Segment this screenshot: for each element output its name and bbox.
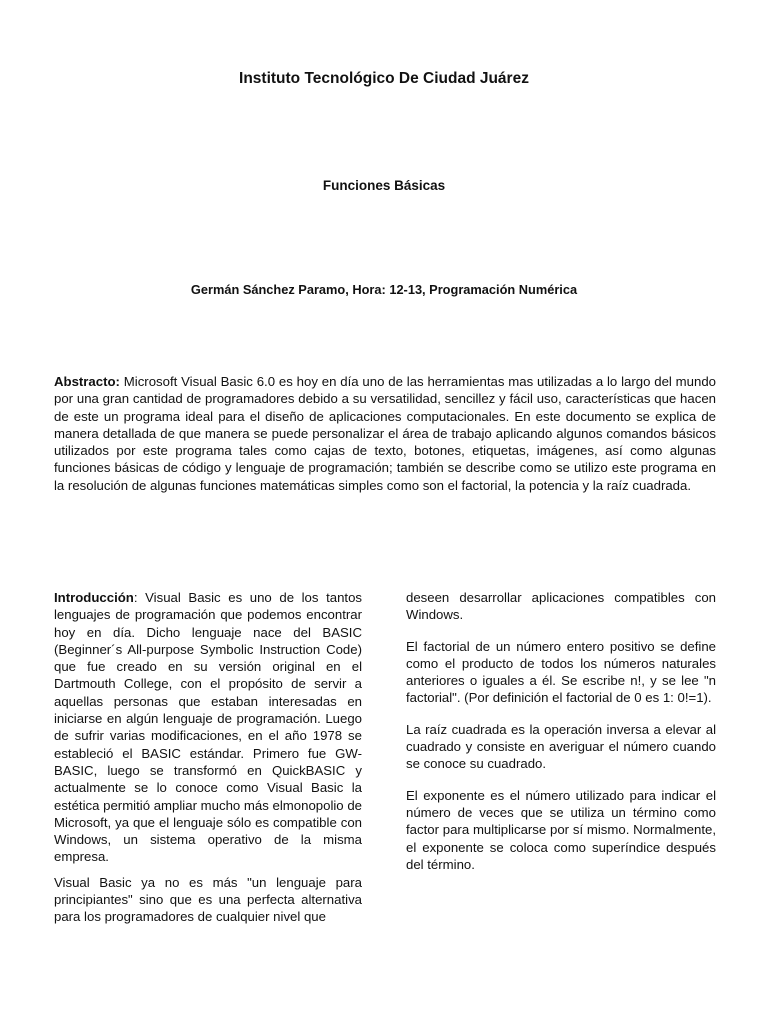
left-column [54,589,362,940]
abstract-label: Abstracto: [54,374,120,389]
abstract [54,373,716,494]
paper-title: Funciones Básicas [322,178,446,193]
factorial-paragraph: El factorial de un número entero positivo se define como el producto de todos los números naturales anteriores o iguales a él. Se escribe n!, y se lee "n factorial". (Por definición el factorial de 0 es 1: 0!=1). [406,638,716,706]
square-root-paragraph: La raíz cuadrada es la operación inversa a elevar al cuadrado y consiste en averiguar el número cuando se conoce su cuadrado. [406,721,716,772]
right-paragraph-1: deseen desarrollar aplicaciones compatibles con Windows. [406,590,716,623]
intro-label: Introducción [54,590,134,605]
right-column [406,589,716,887]
author-line: Germán Sánchez Paramo, Hora: 12-13, Programación Numérica [190,282,578,297]
exponent-paragraph: El exponente es el número utilizado para indicar el número de veces que se utiliza un término como factor para multiplicarse por sí mismo. Normalmente, el exponente se coloca como superíndice después del término. [406,787,716,872]
intro-paragraph [54,589,362,866]
intro-text: : Visual Basic es uno de los tantos lenguajes de programación que podemos encontrar hoy en día. Dicho lenguaje nace del BASIC (Beginner´s All-purpose Symbolic Instruction Code) que fue creado en su versión original en el Dartmouth College, con el propósito de servir a aquellas personas que estaban interesadas en iniciarse en algún lenguaje de programación. Luego de sufrir varias modificaciones, en el año 1978 se estableció el BASIC estándar. Primero fue GW-BASIC, luego se transformó en QuickBASIC y actualmente se lo conoce como Visual Basic la estética permitió ampliar mucho más elmonopolio de Microsoft, ya que el lenguaje sólo es compatible con Windows, un sistema operativo de la misma empresa. [54,590,362,865]
abstract-text: Microsoft Visual Basic 6.0 es hoy en día uno de las herramientas mas utilizadas a lo largo del mundo por una gran cantidad de programadores debido a su versatilidad, sencillez y fácil uso, características que hacen de este un programa ideal para el diseño de aplicaciones computacionales. En este documento se explica de manera detallada de que manera se puede personalizar el área de trabajo aplicando algunos comandos básicos utilizados por este programa tales como cajas de texto, botones, etiquetas, imágenes, así como algunas funciones básicas de código y lenguaje de programación; también se describe como se utilizo este programa en la resolución de algunas funciones matemáticas simples como son el factorial, la potencia y la raíz cuadrada. [54,374,716,493]
institute-title: Instituto Tecnológico De Ciudad Juárez [239,70,529,87]
left-paragraph-2: Visual Basic ya no es más "un lenguaje para principiantes" sino que es una perfecta alternativa para los programadores de cualquier nivel que [54,874,362,925]
